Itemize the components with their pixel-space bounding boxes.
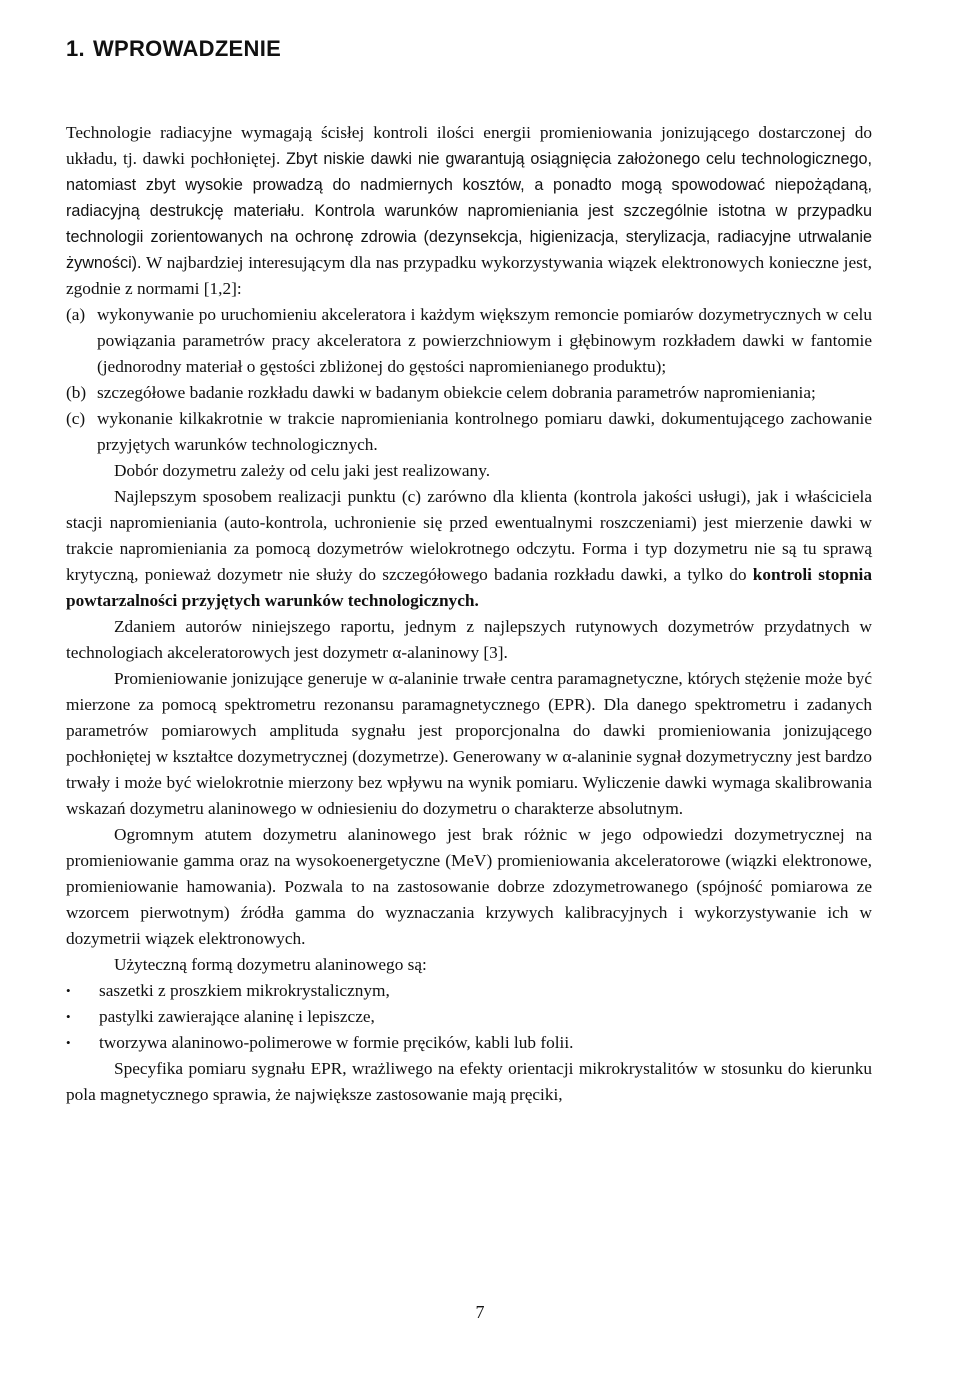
requirement-label: (a) — [66, 305, 86, 324]
section-heading — [66, 36, 872, 62]
requirement-label: (b) — [66, 383, 87, 402]
paragraph-best-method — [66, 484, 872, 614]
list-item: • pastylki zawierające alaninę i lepiszcze, — [66, 1004, 872, 1030]
requirement-text: szczegółowe badanie rozkładu dawki w badanym obiekcie celem dobrania parametrów napromieniania; — [97, 383, 816, 402]
paragraph-advantage: Ogromnym atutem dozymetru alaninowego jest brak różnic w jego odpowiedzi dozymetrycznej na promieniowanie gamma oraz na wysokoenergetyczne (MeV) promieniowania akceleratorowe (wiązki elektronowe, promieniowanie hamowania). Pozwala to na zastosowanie dobrze zdozymetrowanego (spójność pomiarowa ze wzorcem pierwotnym) źródła gamma do wyznaczania krzywych kalibracyjnych i wykorzystywanie ich w dozymetrii wiązek elektronowych. — [66, 825, 872, 948]
best-method-emphasis: kontroli stopnia powtarzalności przyjętych warunków technologicznych. — [66, 565, 872, 610]
requirement-item — [66, 380, 872, 406]
intro-text-sans: Zbyt niskie dawki nie gwarantują osiągnięcia założonego celu technologicznego, natomiast zbyt wysokie prowadzą do nadmiernych kosztów, a ponadto mogą spowodować niepożądaną, radiacyjną destrukcję materiału. Kontrola warunków napromieniania jest szczególnie istotna w przypadku technologii zorientowanych na ochronę zdrowia (dezynsekcja, higienizacja, sterylizacja, radiacyjne utrwalanie żywności). — [66, 150, 873, 272]
paragraph-dosimeter-choice: Dobór dozymetru zależy od celu jaki jest realizowany. — [114, 461, 491, 480]
intro-paragraph — [66, 120, 872, 302]
page-number: 7 — [475, 1302, 485, 1322]
requirement-label: (c) — [66, 409, 86, 428]
document-page — [66, 36, 872, 1108]
list-item: • tworzywa alaninowo-polimerowe w formie pręcików, kabli lub folii. — [66, 1030, 872, 1056]
section-number: 1. — [66, 36, 85, 61]
requirement-text: wykonywanie po uruchomieniu akceleratora i każdym większym remoncie pomiarów dozymetrycznych w celu powiązania parametrów pracy akceleratora z powierzchniowym i głębinowym rozkładem dawki w fantomie (jednorodny materiał o gęstości zbliżonej do gęstości napromienianego produktu); — [97, 305, 872, 376]
paragraph-epr: Promieniowanie jonizujące generuje w α-alaninie trwałe centra paramagnetyczne, których stężenie może być mierzone za pomocą spektrometru rezonansu paramagnetycznego (EPR). Dla danego spektrometru i zadanych parametrów pomiarowych amplituda sygnału jest proporcjonalna do dawki promieniowania jonizującego pochłoniętej w kształtce dozymetrycznej (dozymetrze). Generowany w α-alaninie sygnał dozymetryczny jest bardzo trwały i może być wielokrotnie mierzony bez wpływu na wynik pomiaru. Wyliczenie dawki wymaga skalibrowania wskazań dozymetru alaninowego w odniesieniu do dozymetru o charakterze absolutnym. — [66, 669, 872, 818]
requirements-list — [66, 302, 872, 458]
section-title: WPROWADZENIE — [92, 36, 282, 61]
best-method-text: Najlepszym sposobem realizacji punktu (c) zarówno dla klienta (kontrola jakości usługi), jak i właściciela stacji napromieniania (auto-kontrola, uchronienie się przed ewentualnymi roszczeniami) jest mierzenie dawki w trakcie napromieniania za pomocą dozymetrów wielokrotnego odczytu. Forma i typ dozymetru nie są tu sprawą krytyczną, ponieważ dozymetr nie służy do szczegółowego badania rozkładu dawki, a tylko do — [66, 487, 872, 584]
intro-text-tail: W najbardziej interesującym dla nas przypadku wykorzystywania wiązek elektronowych konieczne jest, zgodnie z normami [1,2]: — [66, 253, 872, 298]
list-item: • saszetki z proszkiem mikrokrystalicznym, — [66, 978, 872, 1004]
paragraph-authors-opinion: Zdaniem autorów niniejszego raportu, jednym z najlepszych rutynowych dozymetrów przydatnych w technologiach akceleratorowych jest dozymetr α-alaninowy [3]. — [66, 617, 872, 662]
requirement-item — [66, 406, 872, 458]
requirement-text: wykonanie kilkakrotnie w trakcie napromieniania kontrolnego pomiaru dawki, dokumentującego zachowanie przyjętych warunków technologicznych. — [97, 409, 872, 454]
paragraph-epr-specifics: Specyfika pomiaru sygnału EPR, wrażliwego na efekty orientacji mikrokrystalitów w stosunku do kierunku pola magnetycznego sprawia, że największe zastosowanie mają pręciki, — [66, 1059, 872, 1104]
dosimeter-forms-list — [66, 978, 872, 1056]
paragraph-forms-intro: Użyteczną formą dozymetru alaninowego są: — [114, 955, 427, 974]
requirement-item — [66, 302, 872, 380]
intro-text-serif: Technologie radiacyjne wymagają ścisłej kontroli ilości energii promieniowania jonizującego dostarczonej do układu, tj. dawki pochłoniętej. — [66, 123, 872, 168]
